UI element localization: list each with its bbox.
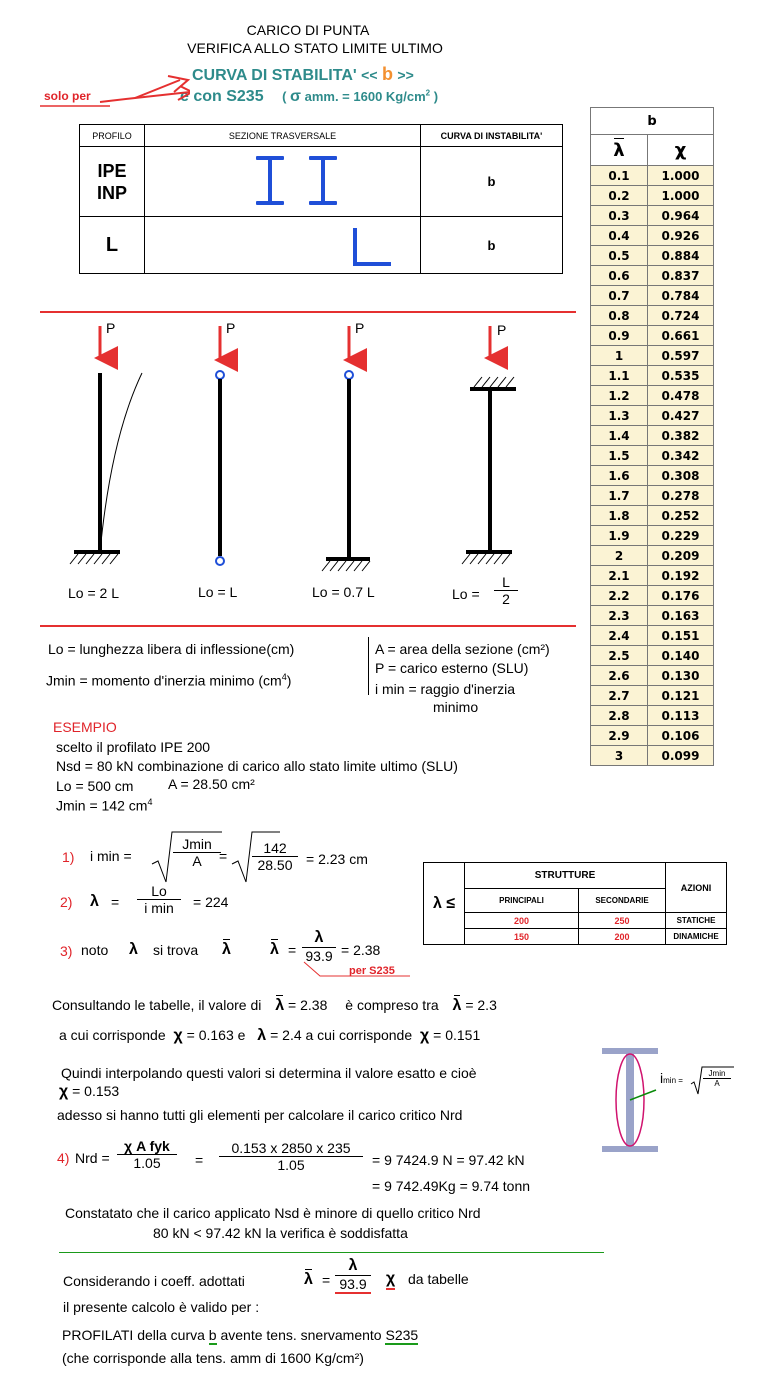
curve-l: b	[421, 217, 563, 274]
chi-table-row	[591, 706, 714, 726]
step4-frac-2-den: 1.05	[277, 1157, 305, 1173]
separator-mid	[40, 625, 576, 627]
interp-line-2: a cui corrisponde χ = 0.163 e λ = 2.4 a cui corrisponde χ = 0.151	[59, 1027, 481, 1044]
chi-table-row	[591, 426, 714, 446]
step1-frac-1	[173, 836, 221, 869]
chi-cell: 0.099	[648, 746, 714, 766]
title-line-2: VERIFICA ALLO STATO LIMITE ULTIMO	[187, 40, 443, 56]
step1-frac-2	[252, 840, 298, 873]
legend-lo: Lo = lunghezza libera di inflessione(cm)	[48, 641, 295, 657]
chi-table-row	[591, 166, 714, 186]
chi-cell: 0.884	[648, 246, 714, 266]
chi-cell: 0.784	[648, 286, 714, 306]
step2-frac-den: i min	[144, 900, 174, 916]
angle-section-icon	[146, 218, 419, 272]
footer-line-4: (che corrisponde alla tens. amm di 1600 Kg/cm²)	[62, 1350, 364, 1366]
step2-frac	[137, 883, 181, 916]
lambda-cell: 2.1	[591, 566, 648, 586]
limit-dynamic-principal: 150	[465, 929, 579, 945]
profile-ipe: IPE	[97, 160, 127, 181]
legend-jmin: Jmin = momento d'inerzia minimo $(cm^4)$	[46, 672, 292, 689]
step2-num: 2)	[60, 894, 73, 910]
chi-table-row	[591, 586, 714, 606]
load-label-2: P	[226, 320, 236, 336]
strutture-header: STRUTTURE	[465, 863, 666, 889]
lo4-fraction	[494, 574, 518, 607]
gyration-radius-icon	[602, 1046, 662, 1158]
lambda-cell: 1.5	[591, 446, 648, 466]
lambda-cell: 0.9	[591, 326, 648, 346]
footer-curve-b: b	[208, 1327, 217, 1343]
chi-table-row	[591, 446, 714, 466]
chi-cell: 0.308	[648, 466, 714, 486]
chi-cell: 0.427	[648, 406, 714, 426]
curve-heading	[192, 64, 414, 85]
step2-lambda: λ	[90, 893, 99, 910]
lambda-cell: 1.7	[591, 486, 648, 506]
chi-cell: 1.000	[648, 166, 714, 186]
limit-dynamic-action: DINAMICHE	[666, 929, 727, 945]
curve-close: >>	[397, 67, 414, 83]
lambda-limits-table	[423, 862, 727, 945]
chi-cell: 0.478	[648, 386, 714, 406]
profile-ipe-inp	[80, 147, 145, 217]
lambda-cell: 1.8	[591, 506, 648, 526]
lambda-cell: 3	[591, 746, 648, 766]
legend-area: A = area della sezione (cm²)	[375, 641, 550, 657]
step4-frac-2	[219, 1140, 363, 1173]
l-section-cell	[145, 217, 421, 274]
chi-cell: 0.278	[648, 486, 714, 506]
load-label-1: P	[106, 320, 116, 336]
lambda-cell: 2.3	[591, 606, 648, 626]
lambda-cell: 0.1	[591, 166, 648, 186]
step4-num: 4)	[57, 1150, 70, 1166]
i-beam-icon	[146, 148, 419, 215]
footer-eq: =	[322, 1272, 331, 1288]
step2-result: = 224	[193, 894, 229, 910]
load-label-3: P	[355, 320, 365, 336]
lambda-cell: 0.8	[591, 306, 648, 326]
chi-cell: 0.176	[648, 586, 714, 606]
interp-line-5: adesso si hanno tutti gli elementi per calcolare il carico critico Nrd	[57, 1107, 463, 1123]
legend-imin-2: minimo	[433, 699, 479, 715]
footer-line-2: il presente calcolo è valido per :	[63, 1299, 260, 1315]
limit-static-action: STATICHE	[666, 913, 727, 929]
chi-table-row	[591, 266, 714, 286]
chi-table-row	[591, 566, 714, 586]
chi-table-row	[591, 186, 714, 206]
curve-ipe: b	[421, 147, 563, 217]
lambda-cell: 2.7	[591, 686, 648, 706]
step1-frac-2-num: 142	[252, 840, 298, 857]
step1-lhs: i min =	[90, 848, 132, 864]
lo-label-4: Lo =	[452, 586, 480, 602]
column-pinned-fixed	[322, 326, 370, 571]
gyration-frac	[703, 1069, 731, 1088]
lo-label-1: Lo = 2 L	[68, 585, 119, 601]
chi-cell: 0.926	[648, 226, 714, 246]
chi-cell: 0.121	[648, 686, 714, 706]
lambda-cell: 1	[591, 346, 648, 366]
per-s235-note: per S235	[349, 965, 395, 977]
column-fixed-free	[70, 326, 142, 564]
legend-p: P = carico esterno (SLU)	[375, 660, 529, 676]
chi-cell: 0.140	[648, 646, 714, 666]
step3-eq: =	[288, 942, 297, 958]
step2-frac-num: Lo	[137, 883, 181, 900]
separator-green	[59, 1252, 604, 1253]
separator-top	[40, 311, 576, 313]
lambda-cell: 0.6	[591, 266, 648, 286]
chi-cell: 0.209	[648, 546, 714, 566]
chi-cell: 0.106	[648, 726, 714, 746]
gyration-i: i	[660, 1070, 664, 1086]
chi-table-row	[591, 206, 714, 226]
footer-steel: S235	[385, 1327, 419, 1343]
lambda-cell: 2	[591, 546, 648, 566]
chi-table-row	[591, 246, 714, 266]
step3-text-a: noto	[81, 942, 109, 958]
example-line-3a: Lo = 500 cm	[56, 778, 134, 794]
step4-lhs: Nrd =	[75, 1150, 110, 1166]
lambda-cell: 2.8	[591, 706, 648, 726]
footer-line-1b: da tabelle	[408, 1271, 469, 1287]
chi-table-row	[591, 286, 714, 306]
step1-eq: =	[219, 848, 228, 864]
lo-label-3: Lo = 0.7 L	[312, 584, 375, 600]
example-line-4: Jmin = 142 $cm^4$	[56, 797, 153, 814]
red-arrow-icon	[40, 72, 190, 112]
gyration-label	[660, 1070, 683, 1088]
title-line-1: CARICO DI PUNTA	[246, 22, 370, 38]
chi-cell: 0.151	[648, 626, 714, 646]
step1-frac-2-den: 28.50	[257, 857, 293, 873]
step4-frac-1	[117, 1138, 177, 1171]
lo4-den: 2	[502, 591, 510, 607]
sigma-symbol: σ	[290, 88, 301, 105]
amm-close: )	[433, 89, 439, 104]
chi-cell: 0.113	[648, 706, 714, 726]
columns-diagram	[60, 318, 540, 588]
chi-table-row	[591, 666, 714, 686]
chi-table-row	[591, 546, 714, 566]
chi-cell: 0.597	[648, 346, 714, 366]
chi-cell: 0.382	[648, 426, 714, 446]
limit-dynamic-secondary: 200	[579, 929, 666, 945]
example-title: ESEMPIO	[53, 719, 117, 735]
step1-result: = 2.23 cm	[306, 851, 368, 867]
step3-text-b: si trova	[153, 942, 199, 958]
chi-col-header: χ	[648, 135, 714, 166]
amm-exp: 2	[425, 88, 431, 98]
interp-line-1: Consultando le tabelle, il valore di λ = 2.38 è compreso tra λ = 2.3	[52, 997, 497, 1014]
lambda-cell: 0.7	[591, 286, 648, 306]
azioni-header: AZIONI	[666, 863, 727, 913]
lambda-cell: 1.4	[591, 426, 648, 446]
lambda-cell: 0.4	[591, 226, 648, 246]
amm-text: amm. = 1600 Kg/cm	[304, 89, 426, 104]
lambda-cell: 2.9	[591, 726, 648, 746]
chi-table-row	[591, 686, 714, 706]
curve-header: CURVA DI INSTABILITA'	[421, 125, 563, 147]
lambda-cell: 1.3	[591, 406, 648, 426]
lambda-cell: 1.6	[591, 466, 648, 486]
gyration-min: min =	[663, 1076, 683, 1085]
chi-table-row	[591, 366, 714, 386]
example-line-1: scelto il profilato IPE 200	[56, 739, 211, 755]
chi-table	[590, 107, 714, 766]
legend-divider	[368, 637, 369, 695]
chi-cell: 0.130	[648, 666, 714, 686]
chi-table-row	[591, 346, 714, 366]
limit-static-principal: 200	[465, 913, 579, 929]
step3-frac	[302, 929, 336, 964]
footer-frac	[335, 1257, 371, 1294]
chi-cell: 0.837	[648, 266, 714, 286]
curve-open: <<	[361, 67, 378, 83]
interp-line-4: χ = 0.153	[59, 1083, 120, 1100]
lambda-cell: 0.5	[591, 246, 648, 266]
lambda-cell: 2.4	[591, 626, 648, 646]
lambda-cell: 2.6	[591, 666, 648, 686]
chi-cell: 0.535	[648, 366, 714, 386]
step2-eq: =	[111, 894, 120, 910]
lambda-cell: 1.1	[591, 366, 648, 386]
footer-line-3: PROFILATI della curva b avente tens. snervamento S235	[62, 1327, 419, 1343]
legend-imin-1: i min = raggio d'inerzia	[375, 681, 516, 697]
gyration-den: A	[714, 1079, 720, 1088]
conclusion-line-1: Constatato che il carico applicato Nsd è minore di quello critico Nrd	[65, 1205, 481, 1221]
profile-inp: INP	[96, 182, 127, 203]
secondarie-header: SECONDARIE	[579, 889, 666, 913]
column-pinned-pinned	[216, 326, 224, 565]
steel-prefix: e con S235	[180, 88, 264, 105]
step4-frac-1-num: χ A fyk	[117, 1138, 177, 1155]
chi-cell: 0.163	[648, 606, 714, 626]
step1-frac-1-num: Jmin	[173, 836, 221, 853]
chi-table-body	[591, 166, 714, 766]
chi-cell: 0.252	[648, 506, 714, 526]
lambda-cell: 1.9	[591, 526, 648, 546]
chi-table-row	[591, 406, 714, 426]
chi-cell: 1.000	[648, 186, 714, 206]
chi-cell: 0.342	[648, 446, 714, 466]
lambda-limit-symbol: λ ≤	[424, 863, 465, 945]
step4-eq: =	[195, 1152, 204, 1168]
chi-table-row	[591, 466, 714, 486]
step3-lambda: λ	[129, 941, 138, 958]
step4-frac-2-num: 0.153 x 2850 x 235	[219, 1140, 363, 1157]
chi-cell: 0.964	[648, 206, 714, 226]
step3-frac-num: λ	[302, 929, 336, 948]
steel-heading	[180, 88, 438, 106]
chi-table-row	[591, 326, 714, 346]
lambda-cell: 1.2	[591, 386, 648, 406]
lambda-cell: 2.5	[591, 646, 648, 666]
example-line-2: Nsd = 80 kN combinazione di carico allo stato limite ultimo (SLU)	[56, 758, 458, 774]
step4-frac-1-den: 1.05	[133, 1155, 161, 1171]
step3-num: 3)	[60, 943, 73, 959]
chi-cell: 0.661	[648, 326, 714, 346]
profile-header: PROFILO	[80, 125, 145, 147]
interp-line-3: Quindi interpolando questi valori si determina il valore esatto e cioè	[61, 1065, 477, 1081]
curve-letter: b	[381, 64, 393, 84]
chi-table-row	[591, 626, 714, 646]
load-label-4: P	[497, 322, 507, 338]
chi-table-row	[591, 386, 714, 406]
chi-table-row	[591, 306, 714, 326]
limit-static-secondary: 250	[579, 913, 666, 929]
chi-table-row	[591, 526, 714, 546]
step3-result: = 2.38	[341, 942, 381, 958]
chi-cell: 0.724	[648, 306, 714, 326]
lambda-col-header: λ	[591, 135, 648, 166]
footer-lambda: λ	[304, 1271, 313, 1288]
footer-line-1a: Considerando i coeff. adottati	[63, 1273, 245, 1289]
chi-table-row	[591, 606, 714, 626]
lambda-cell: 2.2	[591, 586, 648, 606]
gyration-num: Jmin	[703, 1069, 731, 1079]
column-fixed-fixed	[462, 326, 516, 564]
lo-label-2: Lo = L	[198, 584, 238, 600]
chi-table-row	[591, 726, 714, 746]
chi-table-row	[591, 486, 714, 506]
legend-jmin-exp: 4	[281, 672, 287, 682]
chi-cell: 0.192	[648, 566, 714, 586]
step1-frac-1-den: A	[192, 853, 202, 869]
lo4-num: L	[494, 574, 518, 591]
profile-table	[79, 124, 563, 274]
footer-frac-num: λ	[335, 1257, 371, 1276]
step4-result-2: = 9 742.49Kg = 9.74 tonn	[372, 1178, 531, 1194]
chi-table-row	[591, 746, 714, 766]
principali-header: PRINCIPALI	[465, 889, 579, 913]
example-line-4-exp: 4	[147, 797, 153, 807]
lambda-cell: 0.3	[591, 206, 648, 226]
step3-lambda-bar: λ	[222, 941, 231, 958]
step3-lhs: λ	[270, 941, 279, 958]
chi-table-row	[591, 226, 714, 246]
example-line-3b: A = 28.50 cm²	[168, 776, 255, 792]
lambda-cell: 0.2	[591, 186, 648, 206]
step1-num: 1)	[62, 849, 75, 865]
step3-frac-den: 93.9	[305, 948, 333, 964]
chi-table-row	[591, 646, 714, 666]
footer-chi: χ	[386, 1270, 395, 1290]
ipe-section-cell	[145, 147, 421, 217]
curve-prefix: CURVA DI STABILITA'	[192, 67, 357, 84]
step4-result-1: = 9 7424.9 N = 97.42 kN	[372, 1152, 525, 1168]
chi-table-row	[591, 506, 714, 526]
chi-table-title: b	[591, 108, 714, 135]
footer-frac-den: 93.9	[335, 1276, 371, 1294]
profile-l: L	[80, 217, 145, 274]
section-header: SEZIONE TRASVERSALE	[145, 125, 421, 147]
conclusion-line-2: 80 kN < 97.42 kN la verifica è soddisfatta	[153, 1225, 408, 1241]
amm-open: (	[282, 89, 287, 104]
solo-per-label: solo per	[44, 89, 91, 103]
chi-cell: 0.229	[648, 526, 714, 546]
